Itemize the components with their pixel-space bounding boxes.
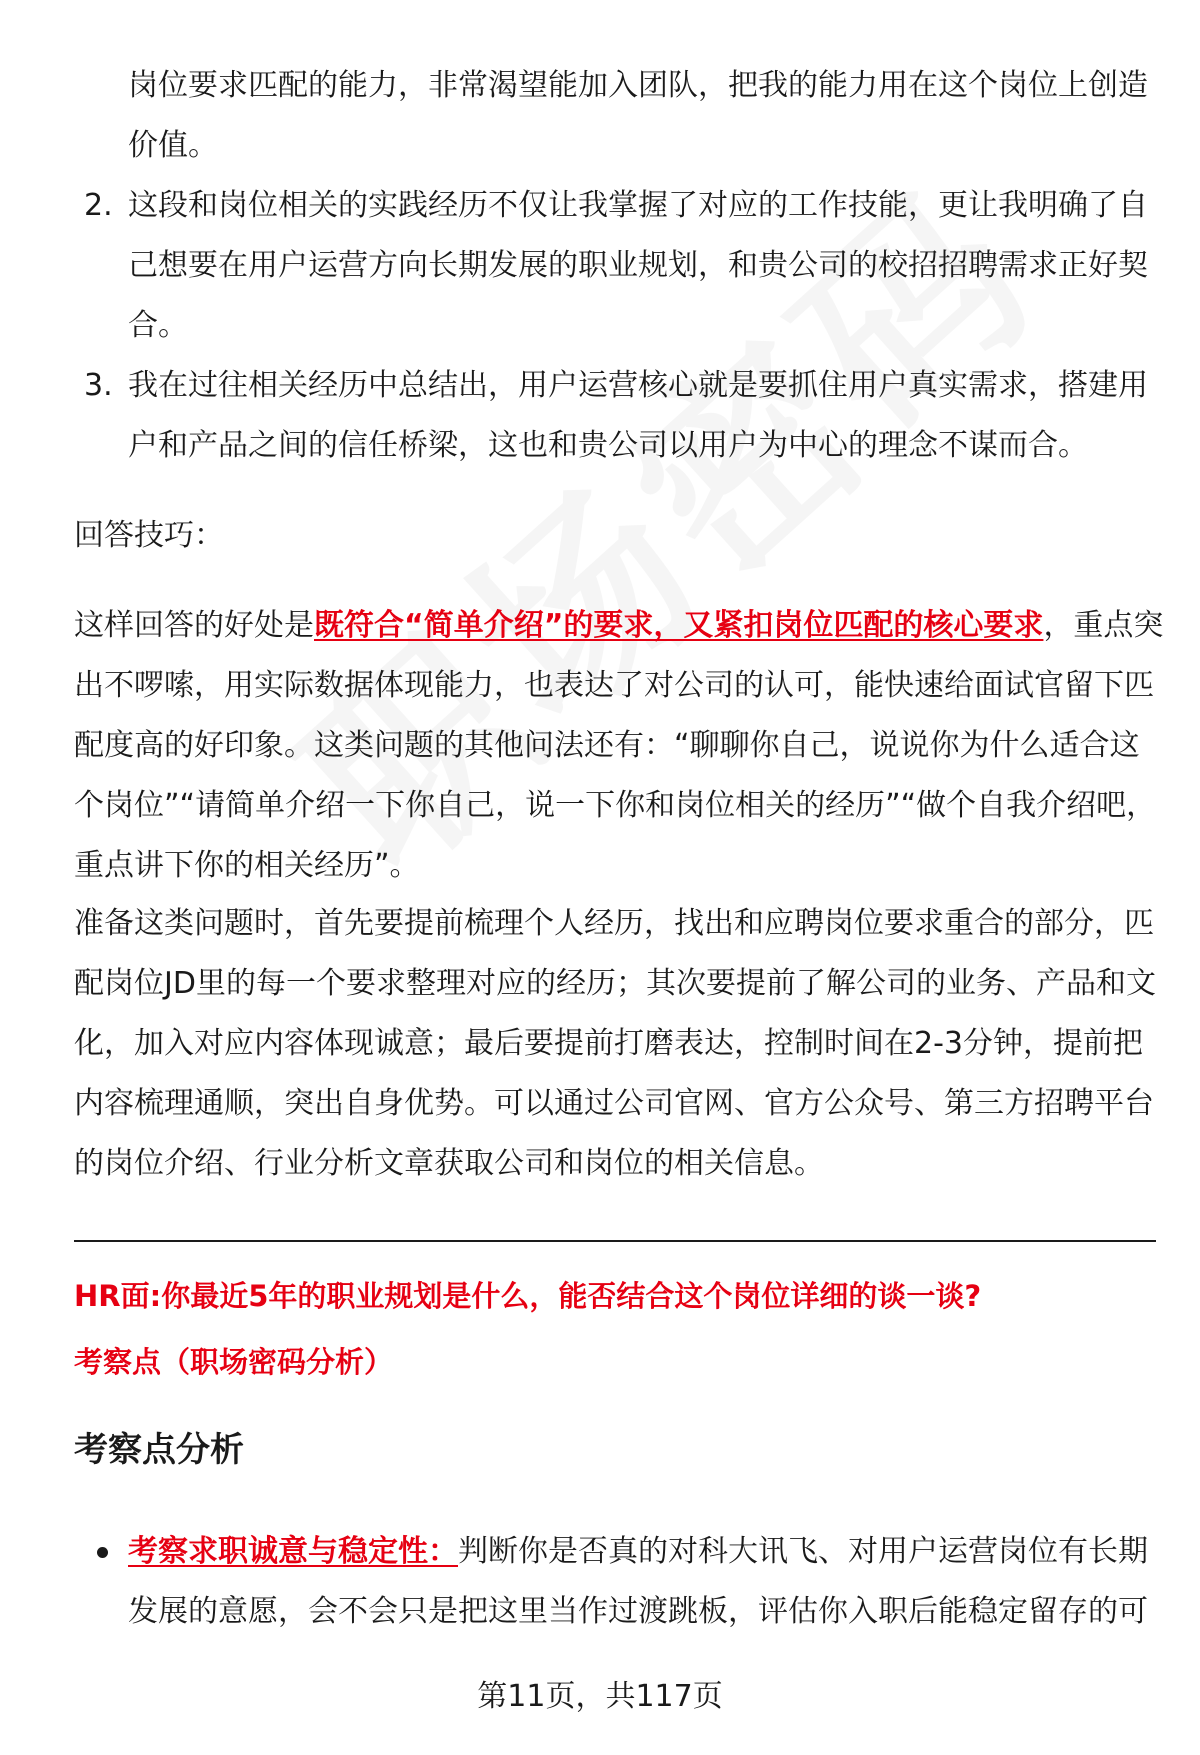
list-number: 2. <box>84 188 113 223</box>
bullet-item <box>128 1522 1168 1642</box>
divider <box>74 1240 1156 1242</box>
list-item <box>0 356 1168 476</box>
para1-before: 这样回答的好处是 <box>74 608 314 643</box>
numbered-list <box>0 176 1200 476</box>
tips-label: 回答技巧： <box>74 518 224 553</box>
para1-after: ，重点突出不啰嗦，用实际数据体现能力，也表达了对公司的认可，能快速给面试官留下匹配度高的好印象。这类问题的其他问法还有：“聊聊你自己，说说你为什么适合这个岗位”“请简单介绍一下你自己，说一下你和岗位相关的经历”“做个自我介绍吧，重点讲下你的相关经历”。 <box>74 608 1164 883</box>
preparation-paragraph: 准备这类问题时，首先要提前梳理个人经历，找出和应聘岗位要求重合的部分，匹配岗位JD里的每一个要求整理对应的经历；其次要提前了解公司的业务、产品和文化，加入对应内容体现诚意；最后要提前打磨表达，控制时间在2-3分钟，提前把内容梳理通顺，突出自身优势。可以通过公司官网、官方公众号、第三方招聘平台的岗位介绍、行业分析文章获取公司和岗位的相关信息。 <box>74 906 1156 1181</box>
para1-highlight: 既符合“简单介绍”的要求，又紧扣岗位匹配的核心要求 <box>314 608 1044 643</box>
bullet-dot-icon <box>97 1547 108 1558</box>
sub-title: 考察点（职场密码分析） <box>74 1345 394 1379</box>
list-item <box>0 176 1168 356</box>
list-number: 3. <box>84 368 113 403</box>
bullet-text: 判断你是否真的对科大讯飞、对用户运营岗位有长期发展的意愿，会不会只是把这里当作过渡跳板，评估你入职后能稳定留存的可 <box>128 1534 1148 1629</box>
list-text: 我在过往相关经历中总结出，用户运营核心就是要抓住用户真实需求，搭建用户和产品之间的信任桥梁，这也和贵公司以用户为中心的理念不谋而合。 <box>128 368 1148 463</box>
section-title: 考察点分析 <box>74 1430 244 1470</box>
list-text: 这段和岗位相关的实践经历不仅让我掌握了对应的工作技能，更让我明确了自己想要在用户运营方向长期发展的职业规划，和贵公司的校招招聘需求正好契合。 <box>128 188 1148 343</box>
list-item-continuation: 岗位要求匹配的能力，非常渴望能加入团队，把我的能力用在这个岗位上创造价值。 <box>128 68 1148 163</box>
tips-paragraph <box>74 596 1164 896</box>
question-title: HR面:你最近5年的职业规划是什么，能否结合这个岗位详细的谈一谈? <box>74 1279 982 1313</box>
page-footer: 第11页，共117页 <box>477 1679 723 1714</box>
bullet-label: 考察求职诚意与稳定性： <box>128 1534 458 1569</box>
